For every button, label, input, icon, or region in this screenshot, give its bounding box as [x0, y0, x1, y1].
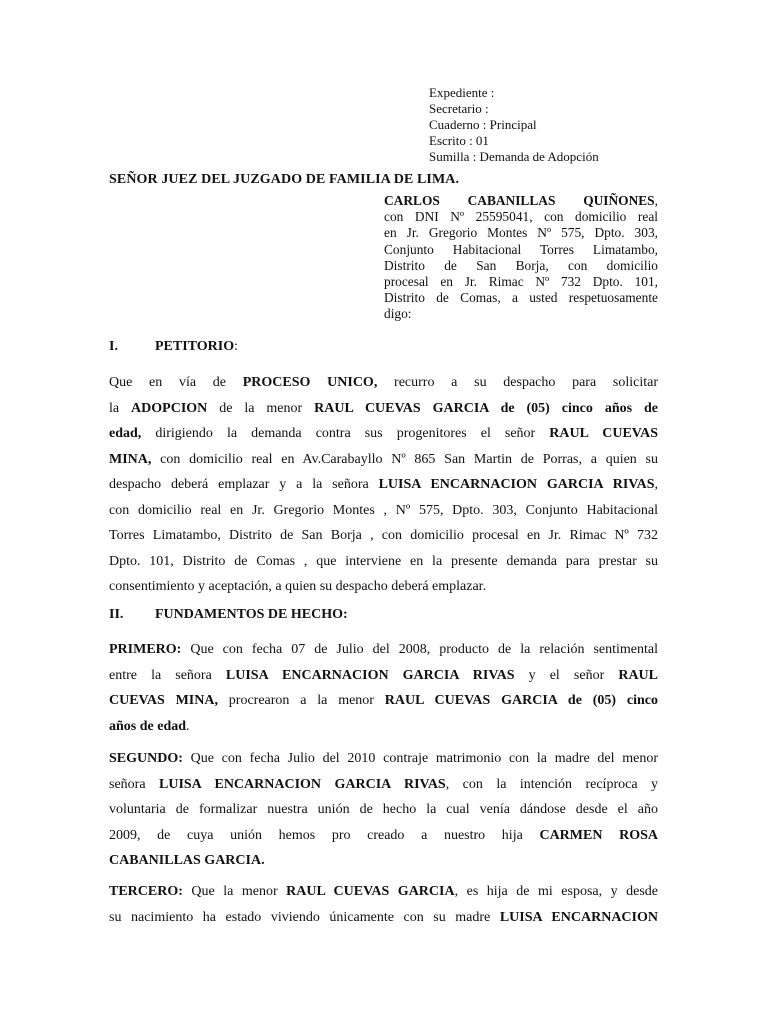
- tercero-paragraph: TERCERO: Que la menor RAUL CUEVAS GARCIA, es hija de mi esposa, y desde su nacimiento ha estado viviendo únicamente con su madre LUISA ENCARNACION: [109, 884, 658, 925]
- intro-line: digo:: [384, 306, 412, 322]
- intro-line: CARLOS CABANILLAS QUIÑONES,: [384, 193, 658, 208]
- intro-line: con DNI Nº 25595041, con domicilio real: [384, 209, 658, 225]
- addressee: SEÑOR JUEZ DEL JUZGADO DE FAMILIA DE LIMA.: [109, 172, 460, 187]
- escrito-line: Escrito : 01: [429, 133, 489, 148]
- primero-paragraph: PRIMERO: Que con fecha 07 de Julio del 2008, producto de la relación sentimental entre la señora LUISA ENCARNACION GARCIA RIVAS y el señor RAUL CUEVAS MINA, procrearon a la menor RAUL CUEVAS GARCIA de (05) cinco años de edad.: [109, 642, 658, 734]
- plaintiff-intro: [384, 193, 658, 323]
- secretario-line: Secretario :: [429, 101, 489, 116]
- sumilla-line: Sumilla : Demanda de Adopción: [429, 149, 599, 164]
- intro-line: Conjunto Habitacional Torres Limatambo,: [384, 241, 658, 257]
- petitorio-paragraph: Que en vía de PROCESO UNICO, recurro a su despacho para solicitar la ADOPCION de la menor RAUL CUEVAS GARCIA de (05) cinco años de edad, dirigiendo la demanda contra sus progenitores el señor RAUL CUEVAS MINA, con domicilio real en Av.Carabayllo Nº 865 San Martin de Porras, a quien su despacho deberá emplazar y a la señora LUISA ENCARNACION GARCIA RIVAS, con domicilio real en Jr. Gregorio Montes , Nº 575, Dpto. 303, Conjunto Habitacional Torres Limatambo, Distrito de San Borja , con domicilio procesal en Jr. Rimac Nº 732 Dpto. 101, Distrito de Comas , que interviene en la presente demanda para prestar su consentimiento y aceptación, a quien su despacho deberá emplazar.: [109, 375, 659, 594]
- expediente-line: Expediente :: [429, 85, 495, 100]
- plaintiff-name: CARLOS CABANILLAS QUIÑONES: [384, 193, 655, 208]
- cuaderno-line: Cuaderno : Principal: [429, 117, 537, 132]
- intro-line: Distrito de San Borja, con domicilio: [384, 257, 658, 273]
- case-header: [429, 85, 599, 165]
- section-heading-petitorio: I. PETITORIO:: [109, 339, 238, 354]
- intro-line: procesal en Jr. Rimac Nº 732 Dpto. 101,: [384, 274, 658, 290]
- intro-line: Distrito de Comas, a usted respetuosamente: [384, 290, 658, 306]
- section-heading-fundamentos: II. FUNDAMENTOS DE HECHO:: [109, 607, 348, 622]
- intro-line: en Jr. Gregorio Montes Nº 575, Dpto. 303,: [384, 225, 658, 241]
- segundo-paragraph: SEGUNDO: Que con fecha Julio del 2010 contraje matrimonio con la madre del menor señora LUISA ENCARNACION GARCIA RIVAS, con la intención recíproca y voluntaria de formalizar nuestra unión de hecho la cual venía dándose desde el año 2009, de cuya unión hemos pro creado a nuestro hija CARMEN ROSA CABANILLAS GARCIA.: [109, 751, 658, 868]
